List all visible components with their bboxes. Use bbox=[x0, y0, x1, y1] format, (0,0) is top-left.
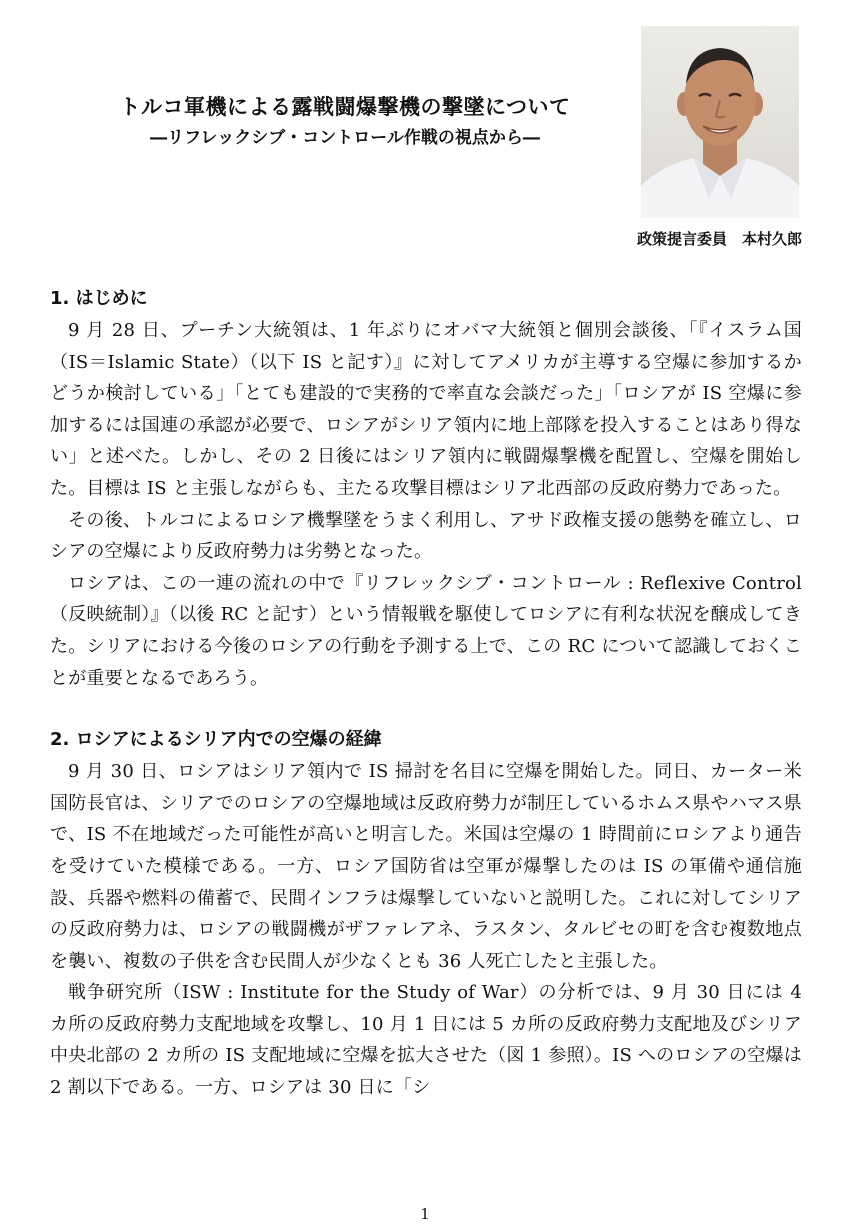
title-block bbox=[60, 92, 630, 152]
section-heading: 2. ロシアによるシリア内での空爆の経緯 bbox=[50, 729, 382, 751]
document-subtitle: ―リフレックシブ・コントロール作戦の視点から― bbox=[150, 128, 540, 148]
paragraph: ロシアは、この一連の流れの中で『リフレックシブ・コントロール : Reflexive Control（反映統制）』（以後 RC と記す）という情報戦を駆使してロシアに有利な状況を醸成してきた。シリアにおける今後のロシアの行動を予測する上で、この RC について認識しておくことが重要となるであろう。 bbox=[50, 572, 802, 689]
paragraph: 9 月 30 日、ロシアはシリア領内で IS 掃討を名目に空爆を開始した。同日、カーター米国防長官は、シリアでのロシアの空爆地域は反政府勢力が制圧しているホムス県やハマス県で、IS 不在地域だった可能性が高いと明言した。米国は空爆の 1 時間前にロシアより通告を受けていた模様である。一方、ロシア国防省は空軍が爆撃したのは IS の軍備や通信施設、兵器や燃料の備蓄で、民間インフラは爆撃していないと説明した。これに対してシリアの反政府勢力は、ロシアの戦闘機がザファレアネ、ラスタン、タルビセの町を含む複数地点を襲い、複数の子供を含む民間人が少なくとも 36 人死亡したと主張した。 bbox=[50, 761, 802, 972]
author-portrait-image bbox=[641, 26, 799, 218]
paragraph: 9 月 28 日、プーチン大統領は、1 年ぶりにオバマ大統領と個別会談後、「『イスラム国（IS＝Islamic State）（以下 IS と記す）』に対してアメリカが主導する空爆に参加するかどうか検討している」「とても建設的で実務的で率直な会談だった」「ロシアが IS 空爆に参加するには国連の承認が必要で、ロシアがシリア領内に地上部隊を投入することはあり得ない」と述べた。しかし、その 2 日後にはシリア領内に戦闘爆撃機を配置し、空爆を開始した。目標は IS と主張しながらも、主たる攻撃目標はシリア北西部の反政府勢力であった。 bbox=[50, 320, 802, 499]
body-content bbox=[50, 283, 802, 1104]
paragraph: その後、トルコによるロシア機撃墜をうまく利用し、アサド政権支援の態勢を確立し、ロシアの空爆により反政府勢力は劣勢となった。 bbox=[50, 509, 802, 563]
page-number: 1 bbox=[420, 1205, 430, 1223]
paragraph: 戦争研究所（ISW : Institute for the Study of War）の分析では、9 月 30 日には 4 カ所の反政府勢力支配地域を攻撃し、10 月 1 日には 5 カ所の反政府勢力支配地及びシリア中央北部の 2 カ所の IS 支配地域に空爆を拡大させた（図 1 参照）。IS へのロシアの空爆は 2 割以下である。一方、ロシアは 30 日に「シ bbox=[50, 982, 802, 1099]
author-photo bbox=[641, 26, 799, 218]
document-title: トルコ軍機による露戦闘爆撃機の撃墜について bbox=[119, 95, 571, 119]
author-line: 政策提言委員 本村久郎 bbox=[636, 230, 802, 248]
section-heading: 1. はじめに bbox=[50, 288, 148, 309]
